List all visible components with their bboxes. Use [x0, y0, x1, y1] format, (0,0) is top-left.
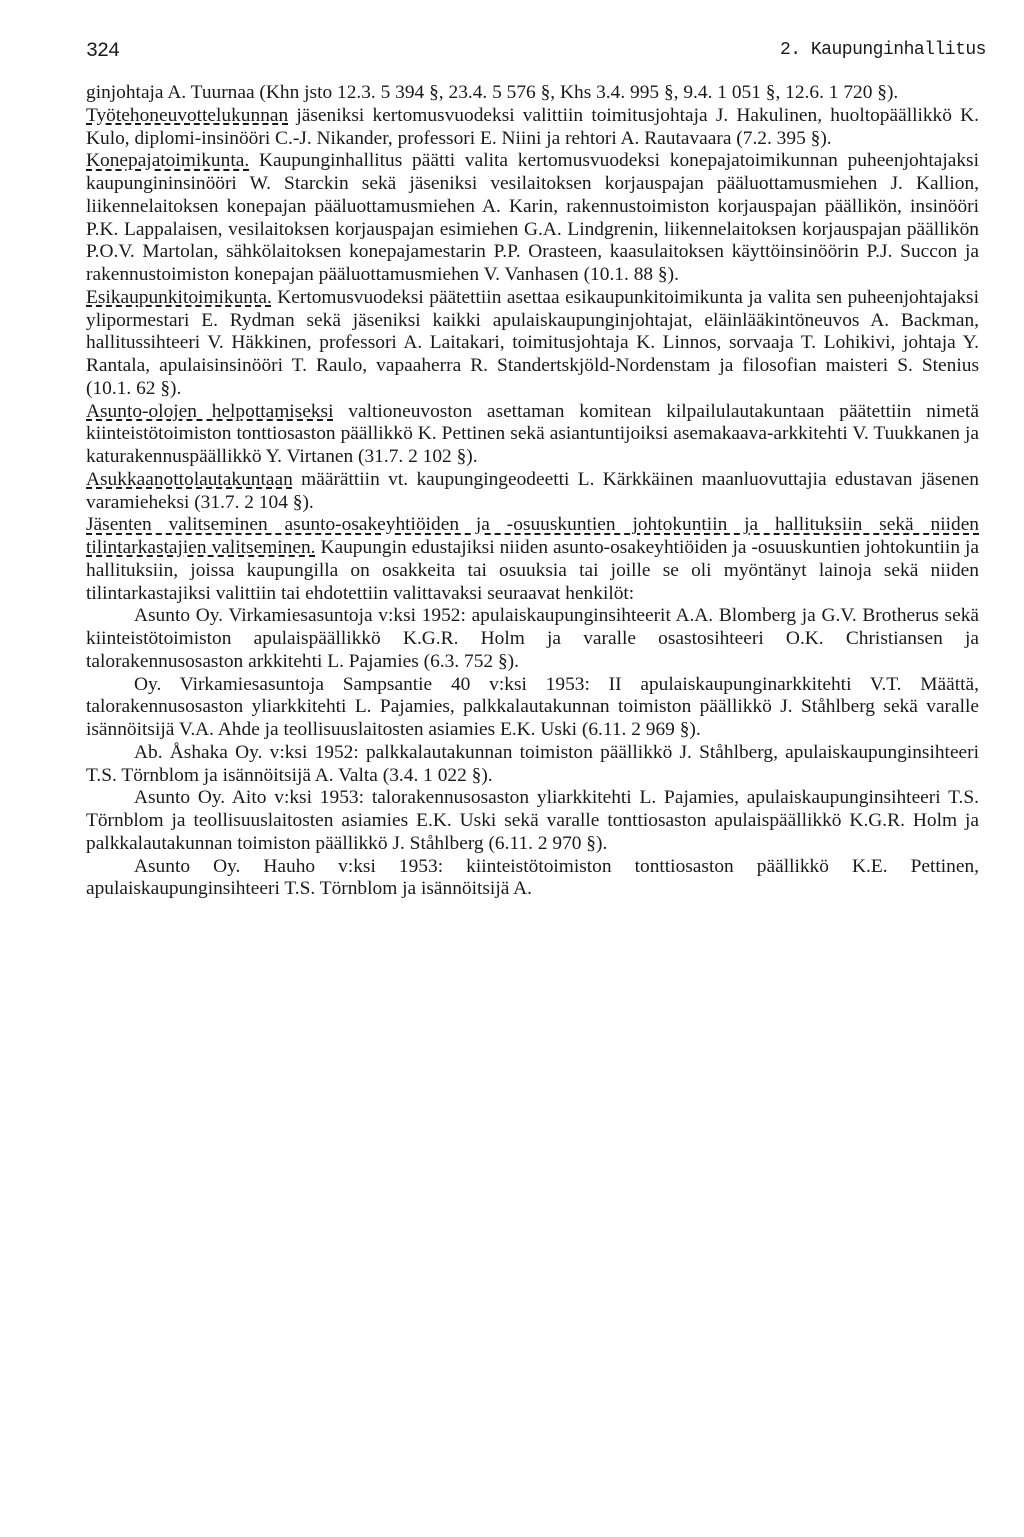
paragraph-sampsantie-40 — [86, 674, 979, 742]
paragraph-heading: Asukkaanottolautakuntaan — [86, 468, 293, 490]
paragraph-asukkaanottolautakunta — [86, 469, 979, 515]
paragraph-virkamiesasuntoja-1952 — [86, 605, 979, 673]
paragraph-text: Ab. Åshaka Oy. v:ksi 1952: palkkalautakunnan toimiston päällikkö J. Ståhlberg, apulaiskaupunginsihteeri T.S. Törnblom ja isännöitsijä A. Valta (3.4. 1 022 §). — [86, 741, 979, 786]
paragraph-tyotehoneuvottelukunta — [86, 105, 979, 151]
paragraph-heading: Konepajatoimikunta. — [86, 150, 250, 172]
paragraph-text: Oy. Virkamiesasuntoja Sampsantie 40 v:ksi 1953: II apulaiskaupunginarkkitehti V.T. Määttä, talorakennusosaston yliarkkitehti L. Pajamies, palkkalautakunnan toimiston päällikkö J. Ståhlberg sekä varalle isännöitsijä V.A. Ahde ja teollisuuslaitosten asiamies E.K. Uski (6.11. 2 969 §). — [86, 673, 979, 740]
paragraph-text: Asunto Oy. Virkamiesasuntoja v:ksi 1952: apulaiskaupunginsihteerit A.A. Blomberg ja G.V. Brotherus sekä kiinteistötoimiston apulaispäällikkö K.G.R. Holm ja varalle osastosihteeri O.K. Christiansen ja talorakennusosaston arkkitehti L. Pajamies (6.3. 752 §). — [86, 605, 979, 672]
paragraph-text: Asunto Oy. Aito v:ksi 1953: talorakennusosaston yliarkkitehti L. Pajamies, apulaiskaupunginsihteeri T.S. Törnblom ja teollisuuslaitosten asiamies E.K. Uski sekä varalle tonttiosaston apulaispäällikkö K.G.R. Holm ja palkkalautakunnan toimiston päällikkö J. Ståhlberg (6.11. 2 970 §). — [86, 787, 979, 854]
paragraph-text: valtioneuvoston asettaman komitean kilpailulautakuntaan päätettiin nimetä kiinteistötoimiston tonttiosaston päällikkö K. Pettinen sekä asiantuntijoiksi asemakaava-arkkitehti V. Tuukkanen ja katurakennuspäällikkö Y. Virtanen (31.7. 2 102 §). — [86, 400, 980, 467]
paragraph-hauho — [86, 856, 979, 902]
paragraph-heading: Asunto-olojen helpottamiseksi — [86, 400, 334, 422]
paragraph-jasenten-valitseminen — [86, 514, 979, 605]
paragraph-heading: Esikaupunkitoimikunta. — [86, 286, 272, 308]
paragraph-text: Kaupunginhallitus päätti valita kertomusvuodeksi konepajatoimikunnan puheenjohtajaksi kaupungininsinööri W. Starckin sekä jäseniksi vesilaitoksen korjauspajan pääluottamusmiehen J. Kallion, liikennelaitoksen konepajan pääluottamusmiehen A. Karin, rakennustoimiston korjauspajan päällikön, insinööri P.K. Lappalaisen, vesilaitoksen korjauspajan esimiehen G.A. Lindgrenin, liikennelaitoksen korjauspajan päällikön P.O.V. Martolan, sähkölaitoksen konepajamestarin P.P. Orasteen, kaasulaitoksen käyttöinsinöörin P.J. Succon ja rakennustoimiston konepajan pääluottamusmiehen V. Vanhasen (10.1. 88 §). — [86, 150, 979, 285]
paragraph-text: Kertomusvuodeksi päätettiin asettaa esikaupunkitoimikunta ja valita sen puheenjohtajaksi ylipormestari E. Rydman sekä jäseniksi kaikki apulaiskaupunginjohtajat, eläinlääkintöneuvos A. Backman, hallitussihteeri V. Häkkinen, professori A. Laitakari, toimitusjohtaja K. Linnos, sorvaaja T. Lohikivi, johtaja Y. Rantala, apulaisinsinööri T. Raulo, vapaaherra R. Standertskjöld-Nordenstam ja filosofian maisteri S. Stenius (10.1. 62 §). — [86, 286, 979, 399]
running-head: 2. Kaupunginhallitus — [779, 40, 986, 60]
paragraph-ashaka — [86, 742, 979, 788]
page-number: 324 — [86, 40, 120, 63]
paragraph-text: Asunto Oy. Hauho v:ksi 1953: kiinteistötoimiston tonttiosaston päällikkö K.E. Pettinen, apulaiskaupunginsihteeri T.S. Törnblom ja isännöitsijä A. — [86, 855, 979, 900]
page-header — [86, 40, 986, 70]
paragraph-asunto-olojen — [86, 401, 979, 469]
paragraph-text: määrättiin vt. kaupungingeodeetti L. Kärkkäinen maanluovuttajia edustavan jäsenen varamieheksi (31.7. 2 104 §). — [86, 468, 979, 513]
paragraph-konepajatoimikunta — [86, 150, 979, 287]
paragraph-text: Kaupungin edustajiksi niiden asunto-osakeyhtiöiden ja -osuuskuntien johtokuntiin ja hallituksiin, joissa kaupungilla on osakkeita tai osuuksia tai joille se oli myöntänyt lainoja sekä niiden tilintarkastajiksi valittiin tai ehdotettiin valittavaksi seuraavat henkilöt: — [86, 537, 979, 604]
paragraph-heading: Jäsenten valitseminen asunto-osakeyhtiöiden ja -osuuskuntien johtokuntiin ja hallituksiin sekä niiden tilintarkastajien valitseminen. — [86, 514, 979, 558]
paragraph-continuation — [86, 82, 979, 105]
paragraph-heading: Työtehoneuvottelukunnan — [86, 104, 289, 126]
paragraph-text: jäseniksi kertomusvuodeksi valittiin toimitusjohtaja J. Hakulinen, huoltopäällikkö K. Kulo, diplomi-insinööri C.-J. Nikander, professori E. Niini ja rehtori A. Rautavaara (7.2. 395 §). — [86, 104, 979, 149]
paragraph-text: ginjohtaja A. Tuurnaa (Khn jsto 12.3. 5 394 §, 23.4. 5 576 §, Khs 3.4. 995 §, 9.4. 1 051 §, 12.6. 1 720 §). — [86, 82, 899, 103]
paragraph-esikaupunkitoimikunta — [86, 287, 979, 401]
body-text — [86, 82, 979, 901]
paragraph-aito — [86, 787, 979, 855]
